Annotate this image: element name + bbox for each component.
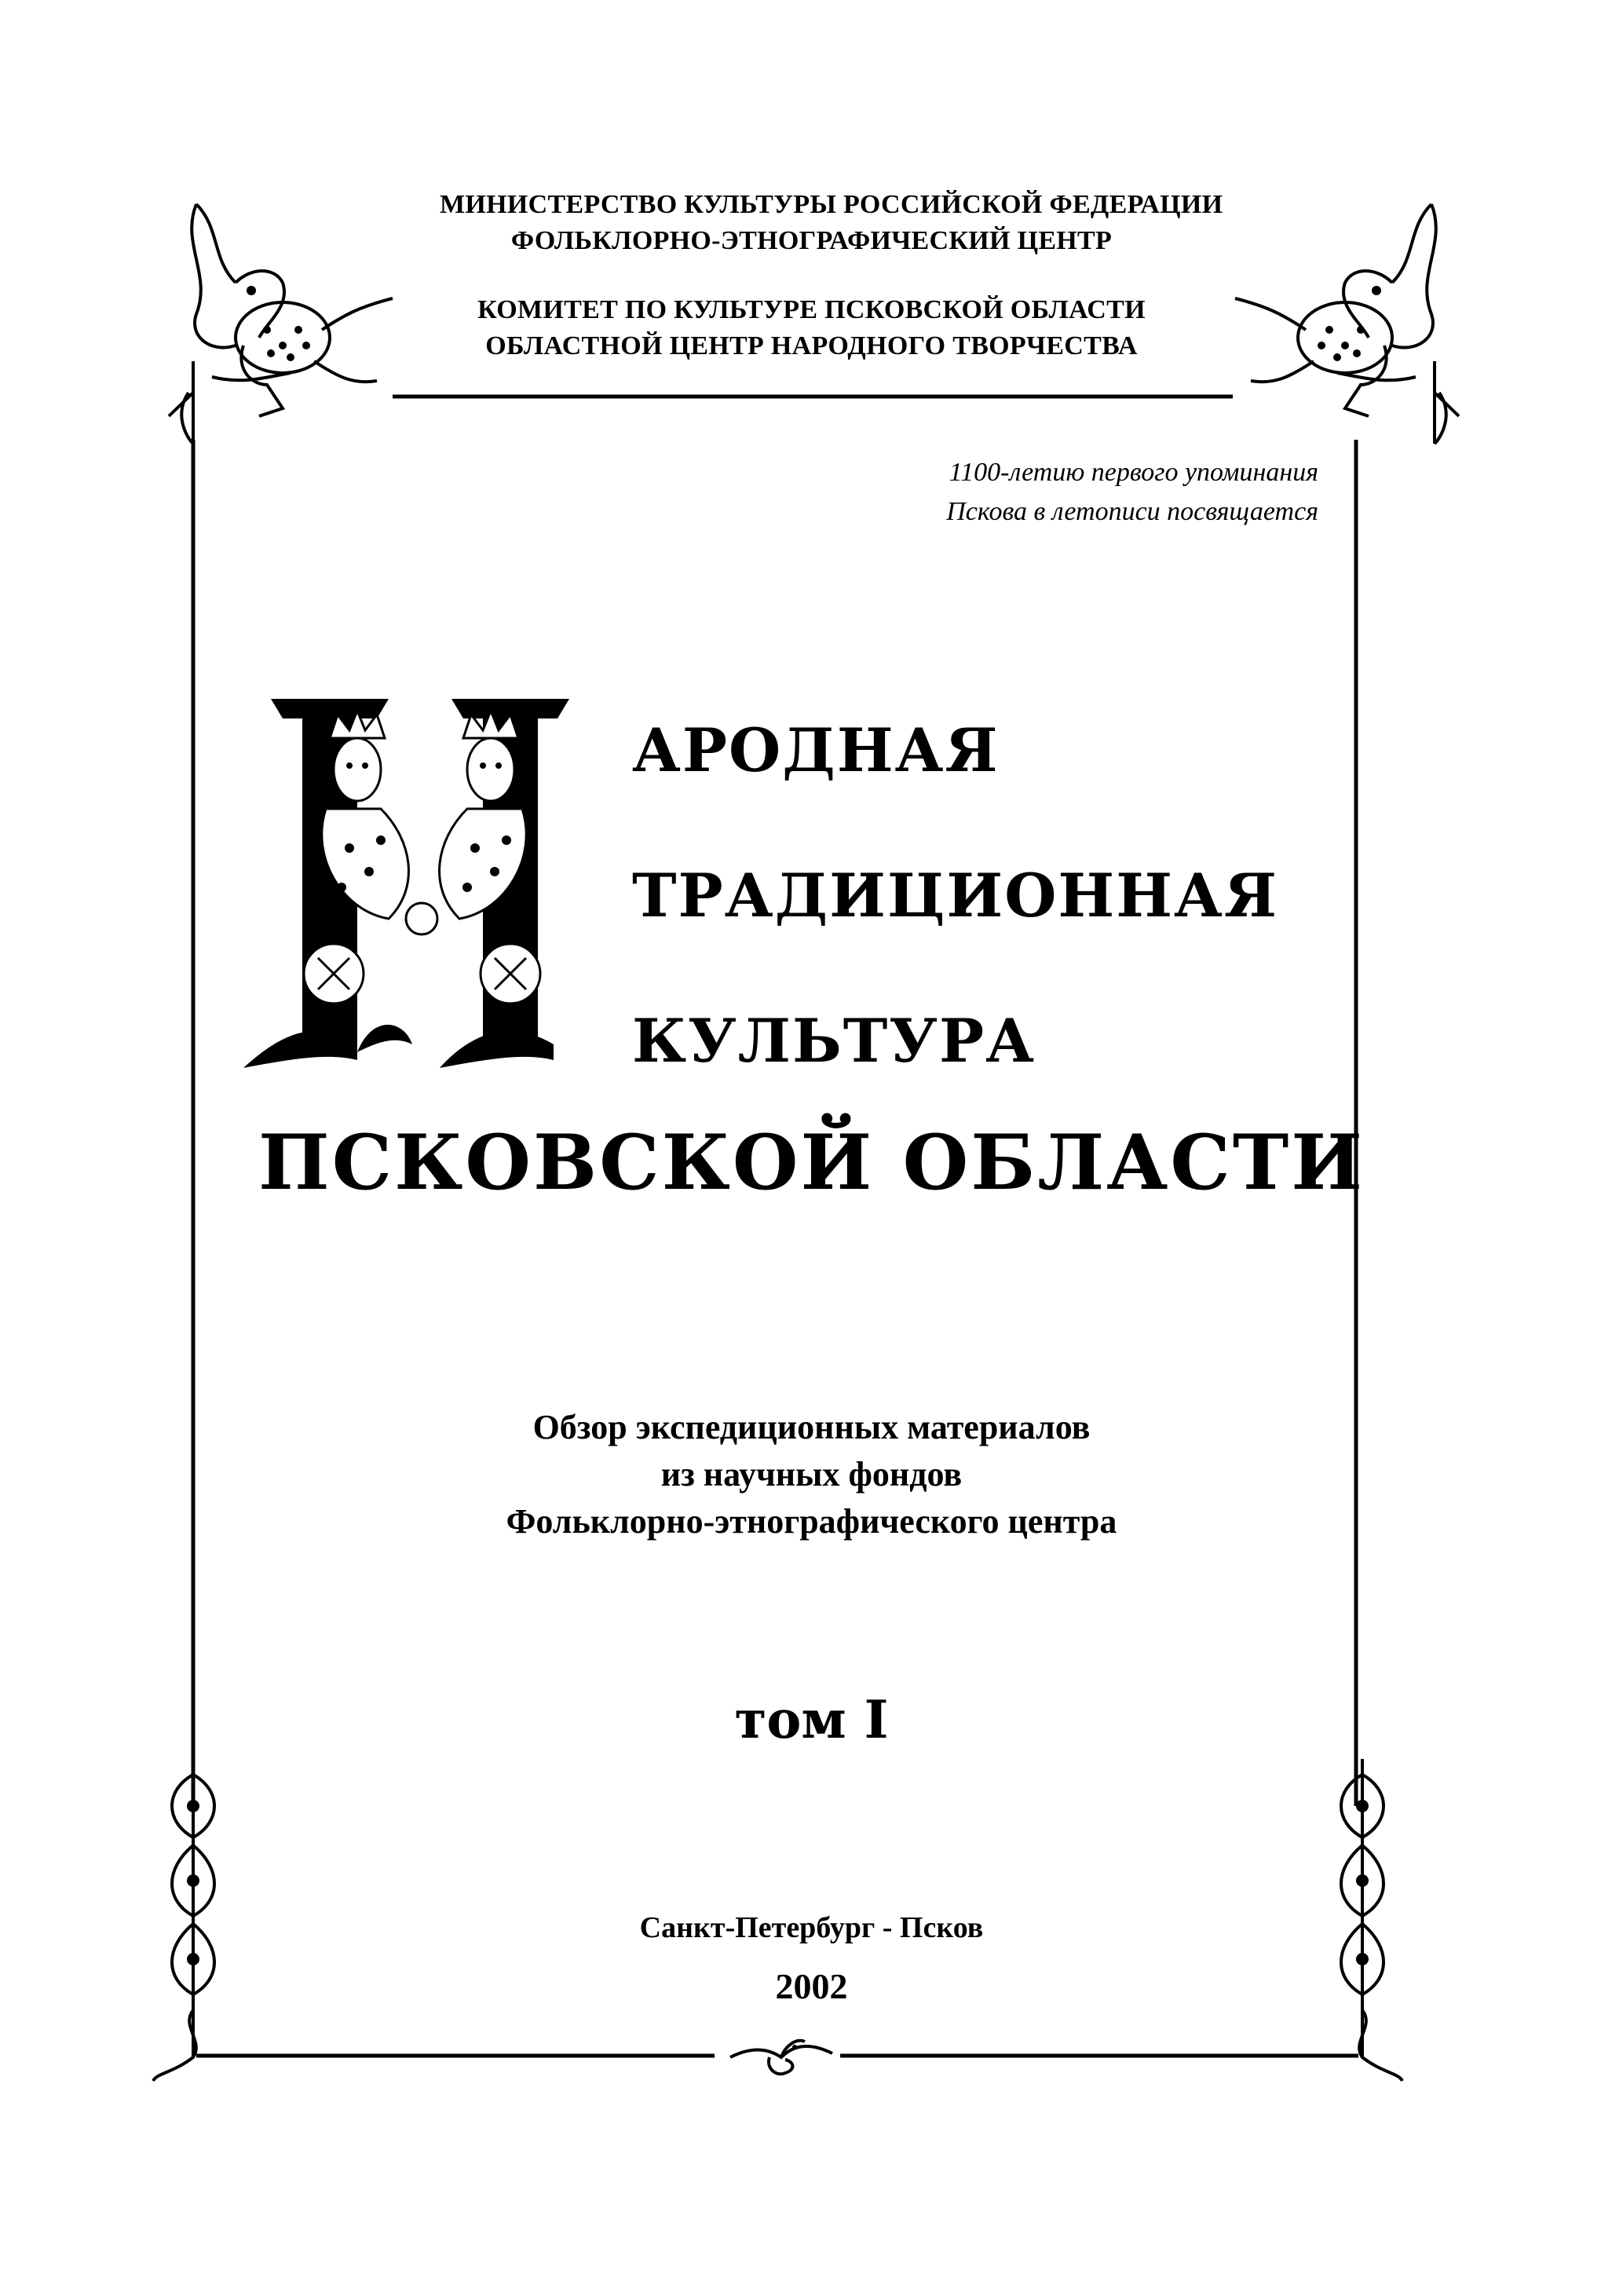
committee-name: КОМИТЕТ ПО КУЛЬТУРЕ ПСКОВСКОЙ ОБЛАСТИ <box>477 295 1146 324</box>
title-region: ПСКОВСКОЙ ОБЛАСТИ <box>258 1118 1365 1207</box>
subtitle-line: из научных фондов <box>660 1455 963 1493</box>
title-word-1: ародная <box>632 693 1000 792</box>
publication-year: 2002 <box>775 1966 848 2006</box>
subtitle <box>0 1404 1623 1545</box>
committee-header <box>440 292 1183 364</box>
dedication-line: 1100-летию первого упоминания <box>949 458 1318 487</box>
dedication <box>946 453 1318 532</box>
subtitle-line: Обзор экспедиционных материалов <box>532 1408 1091 1446</box>
ministry-name: МИНИСТЕРСТВО КУЛЬТУРЫ РОССИЙСКОЙ ФЕДЕРАЦИИ <box>440 190 1223 219</box>
center-name: ФОЛЬКЛОРНО-ЭТНОГРАФИЧЕСКИЙ ЦЕНТР <box>510 226 1113 255</box>
title-word-2: традиционная <box>632 838 1278 937</box>
folk-center-name: ОБЛАСТНОЙ ЦЕНТР НАРОДНОГО ТВОРЧЕСТВА <box>485 331 1138 360</box>
volume-number: том I <box>734 1689 889 1750</box>
dove-icon <box>722 2030 840 2085</box>
organization-header <box>440 187 1223 259</box>
griffin-icon <box>1212 181 1463 448</box>
title-word-3: культура <box>632 983 1036 1082</box>
griffin-icon <box>165 181 416 448</box>
illuminated-initial-icon <box>239 683 648 1084</box>
publication-place: Санкт-Петербург - Псков <box>639 1911 984 1944</box>
subtitle-line: Фольклорно-этнографического центра <box>506 1502 1117 1541</box>
dedication-line: Пскова в летописи посвящается <box>946 497 1318 526</box>
